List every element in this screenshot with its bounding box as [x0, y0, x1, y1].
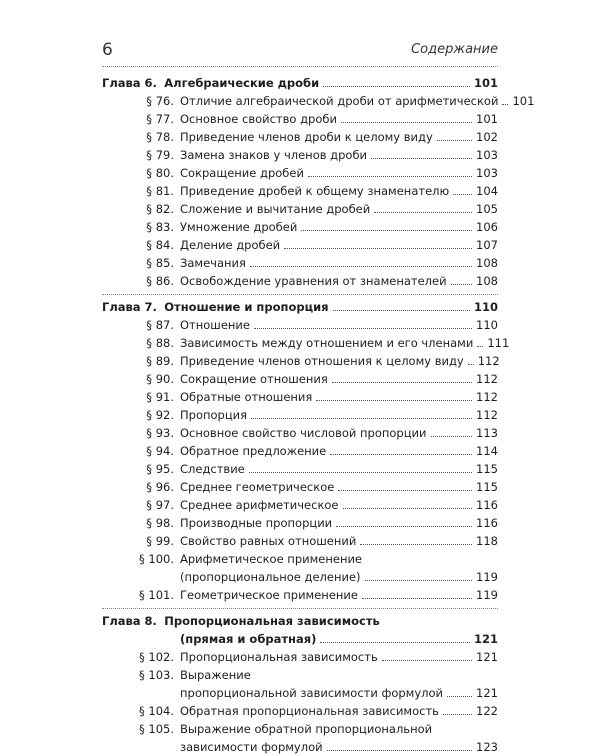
- dot-leader: [343, 508, 473, 509]
- dot-leader: [453, 194, 472, 195]
- chapter-title: Алгебраические дроби: [164, 76, 320, 90]
- section-title-line: Арифметическое применение: [180, 552, 363, 566]
- section-title: Приведение дробей к общему знаменателю: [180, 184, 450, 198]
- dot-leader: [437, 140, 472, 141]
- section-page: 123: [476, 740, 498, 754]
- dot-leader: [431, 436, 473, 437]
- dot-leader: [249, 472, 472, 473]
- dot-leader: [333, 310, 470, 311]
- chapter-label: Глава 7.: [102, 300, 157, 314]
- section-entry[interactable]: [102, 684, 498, 702]
- section-page: 103: [476, 148, 498, 162]
- dot-leader: [338, 490, 472, 491]
- section-title: Приведение членов отношения к целому виду: [180, 354, 464, 368]
- section-page: 115: [476, 462, 498, 476]
- chapter-page: 101: [473, 76, 498, 90]
- dot-leader: [477, 346, 483, 347]
- chapter-title-line: Пропорциональная зависимость: [164, 614, 380, 628]
- dot-leader: [254, 328, 472, 329]
- section-number: § 98.: [146, 516, 174, 530]
- section-number: § 97.: [146, 498, 174, 512]
- section-title: зависимости формулой: [180, 740, 323, 754]
- dot-leader: [330, 454, 472, 455]
- page-header: [102, 40, 498, 62]
- section-page: 106: [476, 220, 498, 234]
- dot-leader: [360, 544, 472, 545]
- section-title: Пропорция: [180, 408, 248, 422]
- section-number: § 80.: [146, 166, 174, 180]
- dot-leader: [308, 176, 472, 177]
- section-entry[interactable]: [102, 316, 498, 334]
- section-number: § 94.: [146, 444, 174, 458]
- section-title: Освобождение уравнения от знаменателей: [180, 274, 447, 288]
- chapter-heading[interactable]: [102, 74, 498, 92]
- dot-leader: [341, 122, 472, 123]
- section-entry[interactable]: [102, 146, 498, 164]
- section-entry[interactable]: [102, 352, 498, 370]
- section-entry[interactable]: [102, 648, 498, 666]
- section-page: 103: [476, 166, 498, 180]
- section-page: 110: [476, 318, 498, 332]
- section-entry[interactable]: [102, 514, 498, 532]
- section-entry[interactable]: [102, 236, 498, 254]
- section-number: § 82.: [146, 202, 174, 216]
- dot-leader: [468, 364, 474, 365]
- section-title: Пропорциональная зависимость: [180, 650, 378, 664]
- section-page: 112: [476, 390, 498, 404]
- section-title: Умножение дробей: [180, 220, 298, 234]
- section-title: Основное свойство дроби: [180, 112, 337, 126]
- section-page: 111: [487, 336, 510, 350]
- chapter-title: (прямая и обратная): [180, 632, 317, 646]
- section-number: § 101.: [138, 588, 174, 602]
- section-number: § 84.: [146, 238, 174, 252]
- dot-leader: [382, 660, 472, 661]
- section-number: § 100.: [138, 552, 174, 566]
- section-title: Обратное предложение: [180, 444, 327, 458]
- section-title: Замечания: [180, 256, 246, 270]
- dot-leader: [362, 598, 472, 599]
- dot-leader: [316, 400, 472, 401]
- section-title: Сокращение дробей: [180, 166, 304, 180]
- dot-leader: [443, 714, 472, 715]
- section-number: § 83.: [146, 220, 174, 234]
- dot-leader: [447, 696, 472, 697]
- section-title: Деление дробей: [180, 238, 281, 252]
- section-page: 119: [476, 570, 498, 584]
- chapter-page: 121: [473, 632, 498, 646]
- section-page: 108: [476, 274, 498, 288]
- section-number: § 103.: [138, 668, 174, 682]
- section-entry[interactable]: [102, 738, 498, 756]
- section-entry[interactable]: [102, 568, 498, 586]
- section-entry[interactable]: [102, 460, 498, 478]
- chapter-title: Отношение и пропорция: [164, 300, 329, 314]
- section-entry[interactable]: [102, 406, 498, 424]
- running-title: Содержание: [411, 42, 498, 57]
- dot-leader: [284, 248, 472, 249]
- section-title: Сложение и вычитание дробей: [180, 202, 371, 216]
- dot-leader: [320, 642, 470, 643]
- section-number: § 91.: [146, 390, 174, 404]
- section-title: Приведение членов дроби к целому виду: [180, 130, 433, 144]
- section-entry[interactable]: [102, 532, 498, 550]
- chapter-label: Глава 6.: [102, 76, 157, 90]
- dot-leader: [250, 266, 472, 267]
- section-page: 122: [476, 704, 498, 718]
- section-number: § 79.: [146, 148, 174, 162]
- section-page: 105: [476, 202, 498, 216]
- chapter-heading[interactable]: [102, 298, 498, 316]
- chapter-heading[interactable]: [102, 630, 498, 648]
- section-title: Следствие: [180, 462, 245, 476]
- section-title: Замена знаков у членов дроби: [180, 148, 368, 162]
- section-number: § 104.: [138, 704, 174, 718]
- section-title: Среднее геометрическое: [180, 480, 335, 494]
- section-number: § 81.: [146, 184, 174, 198]
- section-page: 102: [476, 130, 498, 144]
- section-page: 121: [476, 650, 498, 664]
- section-entry[interactable]: [102, 110, 498, 128]
- section-title: Обратные отношения: [180, 390, 313, 404]
- section-page: 121: [476, 686, 498, 700]
- section-number: § 96.: [146, 480, 174, 494]
- table-of-contents: [102, 74, 535, 756]
- section-number: § 102.: [138, 650, 174, 664]
- dot-leader: [365, 580, 473, 581]
- chapter-page: 110: [473, 300, 498, 314]
- section-title: Геометрическое применение: [180, 588, 358, 602]
- section-number: § 76.: [146, 94, 174, 108]
- section-entry[interactable]: [102, 272, 498, 290]
- dot-leader: [323, 86, 470, 87]
- section-page: 116: [476, 516, 498, 530]
- section-page: 116: [476, 498, 498, 512]
- section-entry[interactable]: [102, 182, 498, 200]
- section-title: Основное свойство числовой пропорции: [180, 426, 427, 440]
- dot-leader: [451, 284, 472, 285]
- section-title: Зависимость между отношением и его членами: [180, 336, 474, 350]
- section-page: 101: [512, 94, 535, 108]
- dot-leader: [371, 158, 472, 159]
- section-page: 112: [477, 354, 500, 368]
- section-page: 119: [476, 588, 498, 602]
- section-entry[interactable]: [102, 702, 498, 720]
- section-page: 108: [476, 256, 498, 270]
- dot-leader: [502, 104, 508, 105]
- section-entry[interactable]: [102, 496, 498, 514]
- section-number: § 85.: [146, 256, 174, 270]
- section-entry[interactable]: [102, 478, 498, 496]
- section-number: § 99.: [146, 534, 174, 548]
- section-title: Среднее арифметическое: [180, 498, 339, 512]
- section-title-line: Выражение обратной пропорциональной: [180, 722, 433, 736]
- section-entry[interactable]: [102, 92, 535, 110]
- header-rule: [102, 66, 498, 67]
- section-entry[interactable]: [102, 370, 498, 388]
- page-number: 6: [102, 40, 113, 60]
- section-number: § 88.: [146, 336, 174, 350]
- section-entry-line[interactable]: [102, 666, 498, 684]
- section-title: Отношение: [180, 318, 250, 332]
- section-title: Сокращение отношения: [180, 372, 328, 386]
- section-entry[interactable]: [102, 200, 498, 218]
- section-page: 112: [476, 408, 498, 422]
- section-title: Обратная пропорциональная зависимость: [180, 704, 439, 718]
- chapter-separator: [102, 294, 498, 295]
- section-title: (пропорциональное деление): [180, 570, 361, 584]
- dot-leader: [336, 526, 472, 527]
- dot-leader: [327, 750, 472, 751]
- section-title: пропорциональной зависимости формулой: [180, 686, 444, 700]
- section-number: § 90.: [146, 372, 174, 386]
- section-number: § 105.: [138, 722, 174, 736]
- section-page: 118: [476, 534, 498, 548]
- dot-leader: [301, 230, 472, 231]
- section-entry[interactable]: [102, 218, 498, 236]
- section-number: § 89.: [146, 354, 174, 368]
- section-entry[interactable]: [102, 424, 498, 442]
- section-number: § 87.: [146, 318, 174, 332]
- section-entry[interactable]: [102, 334, 510, 352]
- section-page: 115: [476, 480, 498, 494]
- section-page: 107: [476, 238, 498, 252]
- section-entry[interactable]: [102, 388, 498, 406]
- section-entry[interactable]: [102, 586, 498, 604]
- chapter-label: Глава 8.: [102, 614, 157, 628]
- section-title-line: Выражение: [180, 668, 251, 682]
- section-entry[interactable]: [102, 254, 498, 272]
- section-number: § 93.: [146, 426, 174, 440]
- dot-leader: [251, 418, 472, 419]
- section-entry[interactable]: [102, 128, 498, 146]
- section-number: § 78.: [146, 130, 174, 144]
- section-page: 104: [476, 184, 498, 198]
- chapter-separator: [102, 608, 498, 609]
- section-title: Отличие алгебраической дроби от арифметической: [180, 94, 499, 108]
- section-entry[interactable]: [102, 442, 498, 460]
- section-page: 112: [476, 372, 498, 386]
- dot-leader: [374, 212, 472, 213]
- chapter-heading-line[interactable]: [102, 612, 498, 630]
- dot-leader: [332, 382, 472, 383]
- section-page: 114: [476, 444, 498, 458]
- section-page: 101: [476, 112, 498, 126]
- section-title: Производные пропорции: [180, 516, 333, 530]
- section-number: § 92.: [146, 408, 174, 422]
- section-number: § 86.: [146, 274, 174, 288]
- section-page: 113: [476, 426, 498, 440]
- section-number: § 77.: [146, 112, 174, 126]
- section-entry-line[interactable]: [102, 720, 498, 738]
- section-title: Свойство равных отношений: [180, 534, 357, 548]
- section-entry[interactable]: [102, 164, 498, 182]
- section-entry-line[interactable]: [102, 550, 498, 568]
- section-number: § 95.: [146, 462, 174, 476]
